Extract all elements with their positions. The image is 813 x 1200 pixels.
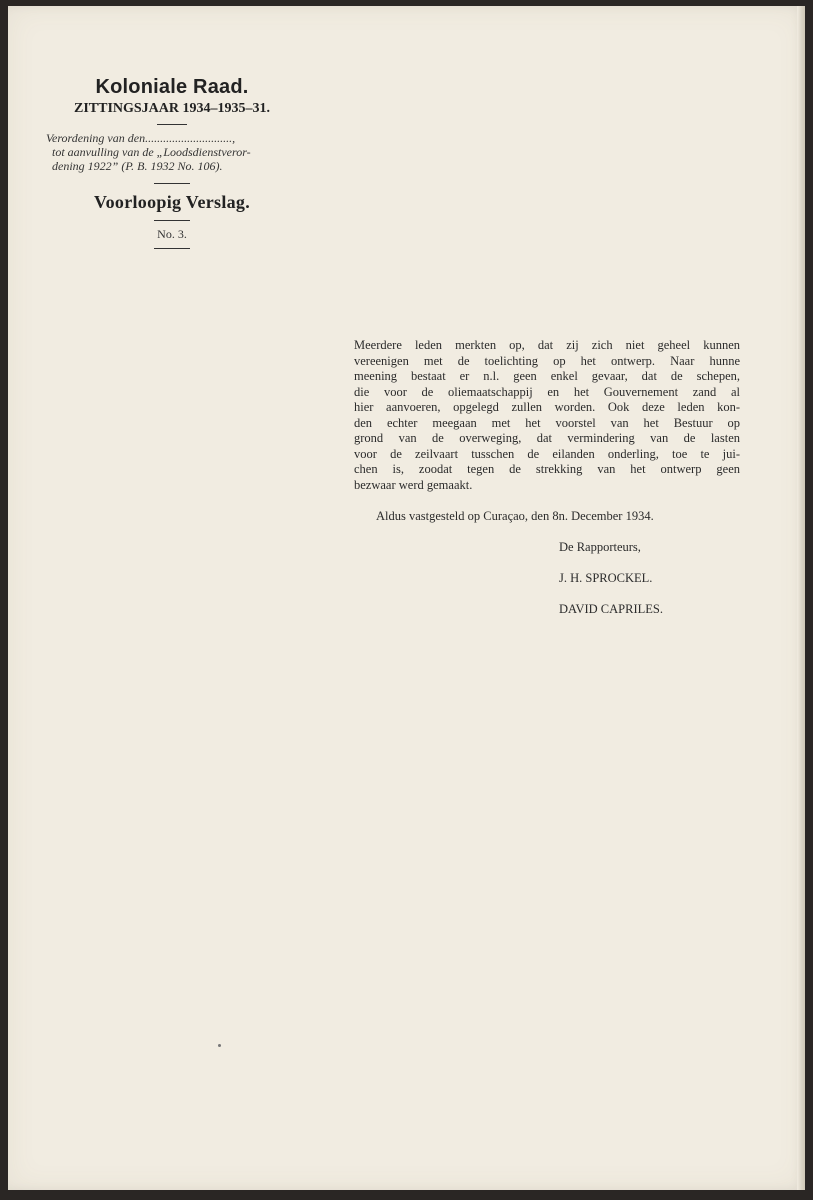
- paragraph-line: chen is, zoodat tegen de strekking van het ontwerp geen: [354, 462, 740, 476]
- divider: [154, 248, 190, 249]
- paragraph-line: den echter meegaan met het voorstel van het Bestuur op: [354, 415, 740, 430]
- divider: [154, 220, 190, 221]
- subject-line-2: tot aanvulling van de „Loodsdienstveror-: [52, 145, 251, 159]
- subject-line-3: dening 1922” (P. B. 1932 No. 106).: [52, 159, 223, 173]
- document-page: [8, 6, 805, 1190]
- paragraph-line: die voor de oliemaatschappij en het Gouvernement zand al: [354, 384, 740, 399]
- divider: [154, 183, 190, 184]
- report-body: [354, 338, 740, 617]
- report-subtitle: Voorloopig Verslag.: [93, 192, 251, 212]
- paragraph-line: hier aanvoeren, opgelegd zullen worden. Ook deze leden kon-: [354, 400, 740, 414]
- signatories-label: De Rapporteurs,: [559, 540, 641, 554]
- paragraph-line: bezwaar werd gemaakt.: [354, 477, 473, 492]
- document-number: No. 3.: [157, 227, 187, 241]
- divider: [157, 124, 187, 125]
- paper-speck: [218, 1044, 221, 1047]
- signatory-name: J. H. SPROCKEL.: [559, 571, 653, 585]
- paragraph-line: grond van de overweging, dat vermindering van de lasten: [354, 431, 740, 445]
- signatory-name: DAVID CAPRILES.: [559, 602, 663, 616]
- paragraph-line: vereenigen met de toelichting op het ontwerp. Naar hunne: [354, 353, 740, 368]
- session-year: ZITTINGSJAAR 1934–1935–31.: [73, 101, 271, 116]
- subject-line-1: Verordening van den.............................,: [46, 131, 236, 145]
- document-header: [40, 74, 304, 255]
- closing-statement: Aldus vastgesteld op Curaçao, den 8n. December 1934.: [376, 509, 654, 523]
- council-title: Koloniale Raad.: [95, 76, 249, 98]
- paragraph-line: meening bestaat er n.l. geen enkel gevaar, dat de schepen,: [354, 369, 740, 383]
- page-edge: [797, 6, 805, 1190]
- report-paragraph: [354, 338, 740, 493]
- paragraph-line: voor de zeilvaart tusschen de eilanden onderling, toe te jui-: [354, 446, 740, 461]
- paragraph-line: Meerdere leden merkten op, dat zij zich niet geheel kunnen: [354, 338, 740, 352]
